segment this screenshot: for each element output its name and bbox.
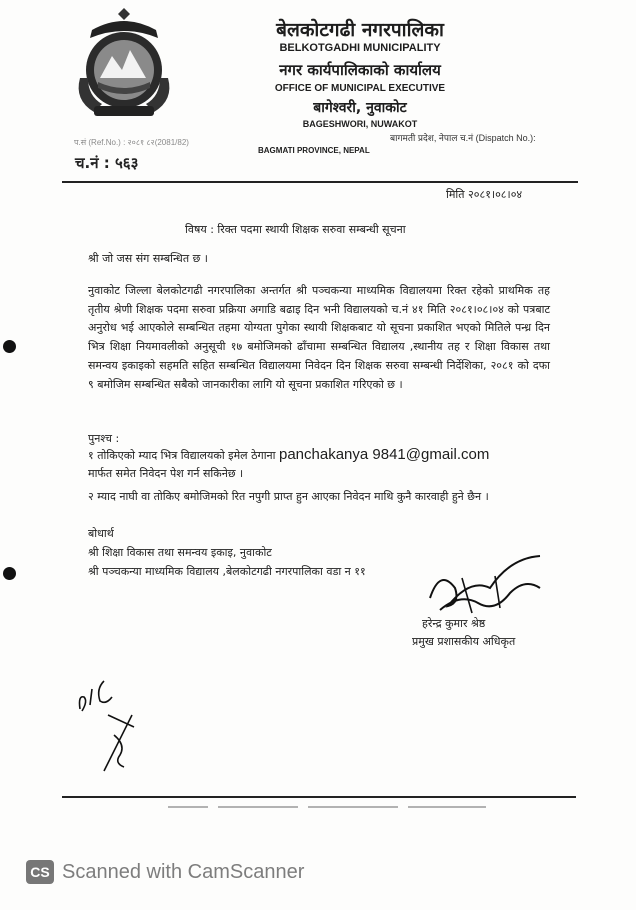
cc-recipient-2: श्री पञ्चकन्या माध्यमिक विद्यालय ,बेलकोटगढी नगरपालिका वडा न ११ — [88, 565, 366, 578]
letterhead-place-en: BAGESHWORI, NUWAKOT — [302, 119, 418, 129]
camscanner-logo-icon: CS — [26, 860, 54, 884]
signatory-name: हरेन्द्र कुमार श्रेष्ठ — [422, 617, 486, 630]
letterhead-name-np: बेलकोटगढी नगरपालिका — [276, 19, 444, 41]
handwritten-dispatch-number: च.नं : ५६३ — [75, 154, 139, 172]
letter-subject: विषय : रिक्त पदमा स्थायी शिक्षक सरुवा सम्बन्धी सूचना — [185, 223, 406, 236]
letterhead-office-np: नगर कार्यपालिकाको कार्यालय — [279, 61, 441, 79]
margin-handwriting — [74, 675, 154, 775]
municipality-emblem — [72, 8, 176, 120]
camscanner-text: Scanned with CamScanner — [62, 860, 305, 883]
footer-faded-text — [168, 801, 488, 813]
postscript-note-1 — [88, 446, 558, 483]
school-email: panchakanya 9841@gmail.com — [279, 446, 490, 463]
note-1-continuation: मार्फत समेत निवेदन पेश गर्न सकिनेछ । — [88, 467, 244, 480]
letter-body: नुवाकोट जिल्ला बेलकोटगढी नगरपालिका अन्तर्गत श्री पञ्चकन्या माध्यमिक विद्यालयमा रिक्त रहेको प्राथमिक तह तृतीय श्रेणी शिक्षक पदमा सरुवा प्रक्रिया अगाडि बढाइ दिन भनी विद्यालयको च.नं ४१ मिति २०८१।०८।०४ को पत्रबाट अनुरोध भई आएकोले सम्बन्धित तहमा योग्यता पुगेका स्थायी शिक्षकबाट यो सूचना प्रकाशित भएको मितिले पन्ध्र दिन भित्र शिक्षा नियमावलीको अनुसूची १७ बमोजिमको ढाँचामा सम्बन्धित विद्यालय ,स्थानीय तह र शिक्षा विकास तथा समन्वय इकाइको सहमति सहित सम्बन्धित विद्यालयमा निवेदन दिन शिक्षक सरुवा सम्बन्धी निर्देशिका, २०८१ को दफा ९ बमोजिम सम्बन्धित सबैको जानकारीका लागि यो सूचना प्रकाशित गरिएको छ । — [88, 284, 550, 391]
postscript-label: पुनश्च : — [88, 432, 120, 445]
cc-label: बोधार्थ — [88, 527, 114, 540]
letterhead-office-en: OFFICE OF MUNICIPAL EXECUTIVE — [274, 83, 446, 94]
note-1-text: १ तोकिएको म्याद भित्र विद्यालयको इमेल ठेगाना — [88, 449, 279, 462]
footer-divider — [62, 796, 576, 798]
letter-date: मिति २०८१।०८।०४ — [446, 188, 523, 201]
reference-number: प.सं (Ref.No.) : २०८१ ८२(2081/82) — [74, 138, 189, 147]
cc-recipient-1: श्री शिक्षा विकास तथा समन्वय इकाइ, नुवाकोट — [88, 546, 272, 559]
signatory-title: प्रमुख प्रशासकीय अधिकृत — [412, 635, 516, 648]
dispatch-number-label: बागमती प्रदेश, नेपाल च.नं (Dispatch No.): — [390, 133, 536, 143]
salutation: श्री जो जस संग सम्बन्धित छ । — [88, 252, 208, 265]
camscanner-watermark — [26, 860, 304, 884]
punch-hole-lower — [3, 567, 16, 580]
letterhead-name-en: BELKOTGADHI MUNICIPALITY — [279, 42, 441, 54]
letterhead-place-np: बागेश्वरी, नुवाकोट — [313, 100, 407, 116]
punch-hole-upper — [3, 340, 16, 353]
header-divider — [62, 181, 578, 183]
postscript-note-2: २ म्याद नाघी वा तोकिए बमोजिमको रित नपुगी प्राप्त हुन आएका निवेदन माथि कुनै कारवाही हुने छैन । — [88, 490, 489, 503]
letterhead-province: BAGMATI PROVINCE, NEPAL — [258, 146, 370, 155]
